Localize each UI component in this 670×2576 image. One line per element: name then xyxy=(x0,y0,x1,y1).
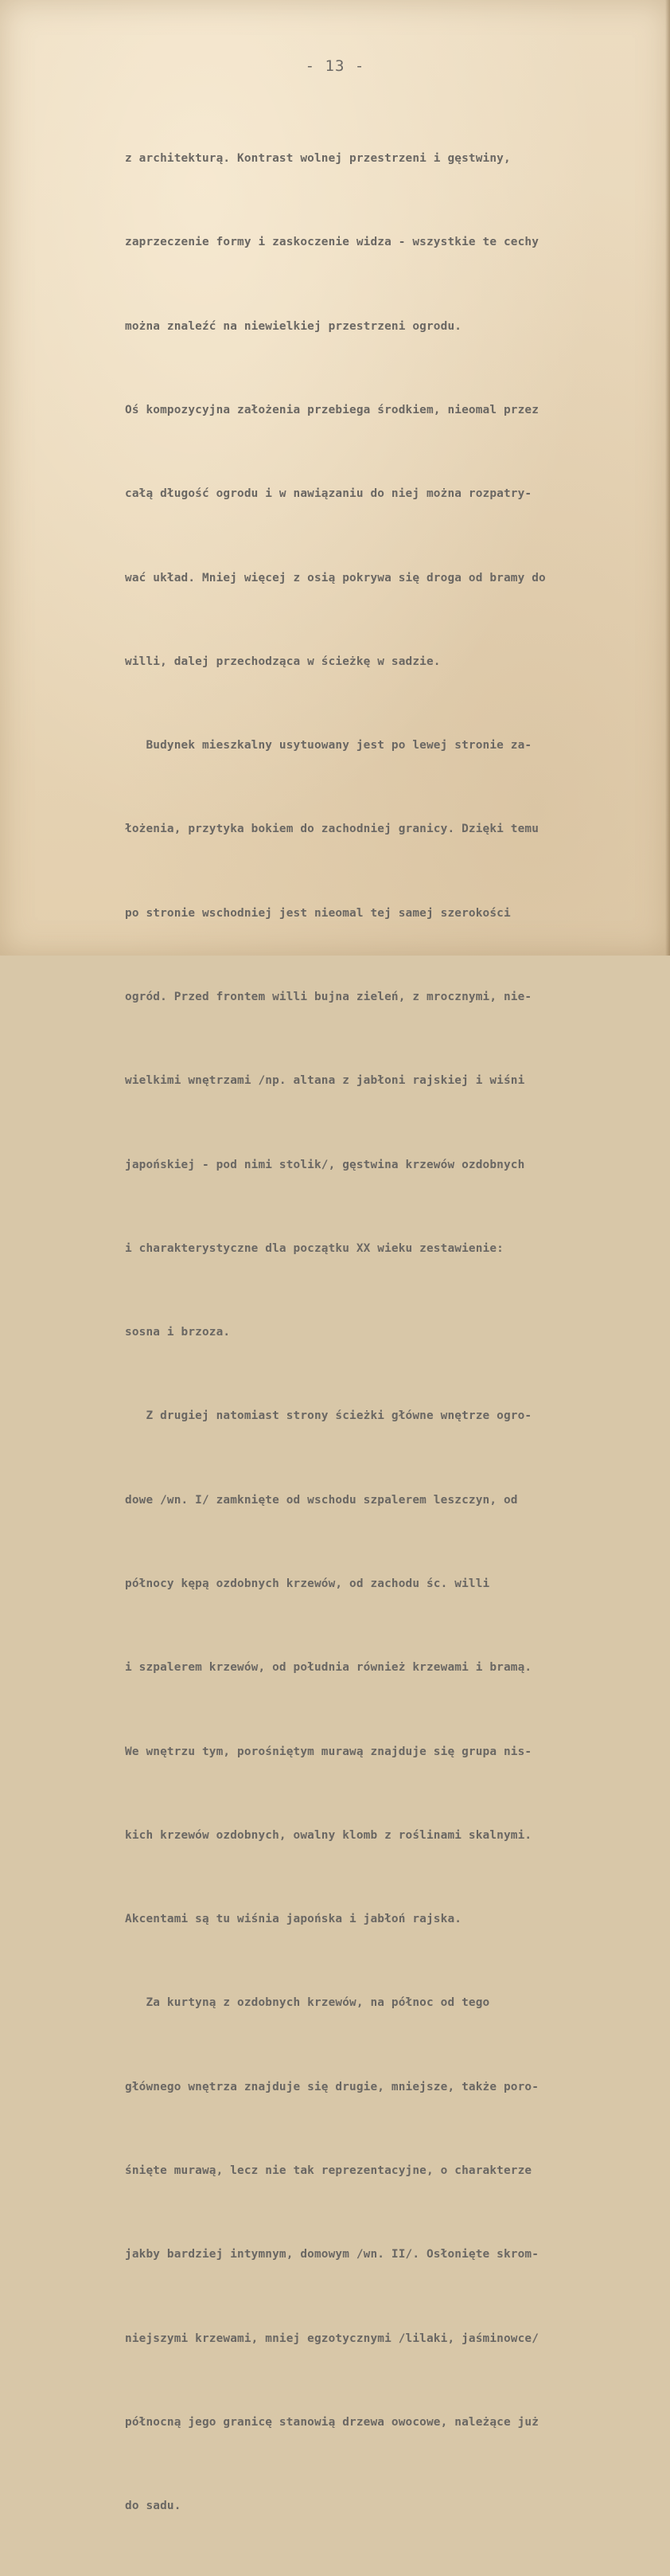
text-line: jakby bardziej intymnym, domowym /wn. II/. Osłonięte skrom- xyxy=(125,2248,540,2261)
text-line: i charakterystyczne dla początku XX wieku zestawienie: xyxy=(125,1241,504,1255)
page-number: - 13 - xyxy=(305,57,365,75)
text-line: śnięte murawą, lecz nie tak reprezentacyjne, o charakterze xyxy=(125,2164,532,2177)
text-line: wać układ. Mniej więcej z osią pokrywa się droga od bramy do xyxy=(125,571,546,584)
text-line: ogród. Przed frontem willi bujna zieleń, z mrocznymi, nie- xyxy=(125,991,532,1003)
text-line: Budynek mieszkalny usytuowany jest po lewej stronie za- xyxy=(125,739,532,752)
page-edge-shadow xyxy=(665,0,670,956)
text-line: do sadu. xyxy=(125,2500,181,2513)
text-line: można znaleźć na niewielkiej przestrzeni ogrodu. xyxy=(125,319,462,333)
text-line: po stronie wschodniej jest nieomal tej samej szerokości xyxy=(125,906,511,920)
text-line: północy kępą ozdobnych krzewów, od zachodu śc. willi xyxy=(125,1577,490,1590)
text-line: sosna i brzoza. xyxy=(125,1326,231,1339)
text-line: kich krzewów ozdobnych, owalny klomb z roślinami skalnymi. xyxy=(125,1828,532,1842)
text-line: i szpalerem krzewów, od południa również krzewami i bramą. xyxy=(125,1661,532,1675)
text-line: dowe /wn. I/ zamknięte od wschodu szpalerem leszczyn, od xyxy=(125,1493,518,1507)
text-line: Oś kompozycyjna założenia przebiega środkiem, nieomal przez xyxy=(125,404,540,417)
text-line: łożenia, przytyka bokiem do zachodniej granicy. Dzięki temu xyxy=(125,823,540,836)
text-line: zaprzeczenie formy i zaskoczenie widza - wszystkie te cechy xyxy=(125,236,540,249)
typewritten-text-body xyxy=(125,89,650,2576)
text-line: całą długość ogrodu i w nawiązaniu do niej można rozpatry- xyxy=(125,487,532,501)
text-line: północną jego granicę stanowią drzewa owocowe, należące już xyxy=(125,2415,540,2429)
text-line: Za kurtyną z ozdobnych krzewów, na północ od tego xyxy=(125,1996,490,2010)
text-line: głównego wnętrza znajduje się drugie, mniejsze, także poro- xyxy=(125,2080,540,2093)
text-line: niejszymi krzewami, mniej egzotycznymi /lilaki, jaśminowce/ xyxy=(125,2332,540,2345)
text-line: We wnętrzu tym, porośniętym murawą znajduje się grupa nis- xyxy=(125,1745,532,1758)
text-line: z architekturą. Kontrast wolnej przestrzeni i gęstwiny, xyxy=(125,152,511,166)
text-line: Akcentami są tu wiśnia japońska i jabłoń rajska. xyxy=(125,1913,462,1926)
text-line: japońskiej - pod nimi stolik/, gęstwina krzewów ozdobnych xyxy=(125,1158,525,1171)
text-line: wielkimi wnętrzami /np. altana z jabłoni rajskiej i wiśni xyxy=(125,1074,525,1088)
text-line: Z drugiej natomiast strony ścieżki główne wnętrze ogro- xyxy=(125,1409,532,1423)
text-line: willi, dalej przechodząca w ścieżkę w sadzie. xyxy=(125,655,441,668)
